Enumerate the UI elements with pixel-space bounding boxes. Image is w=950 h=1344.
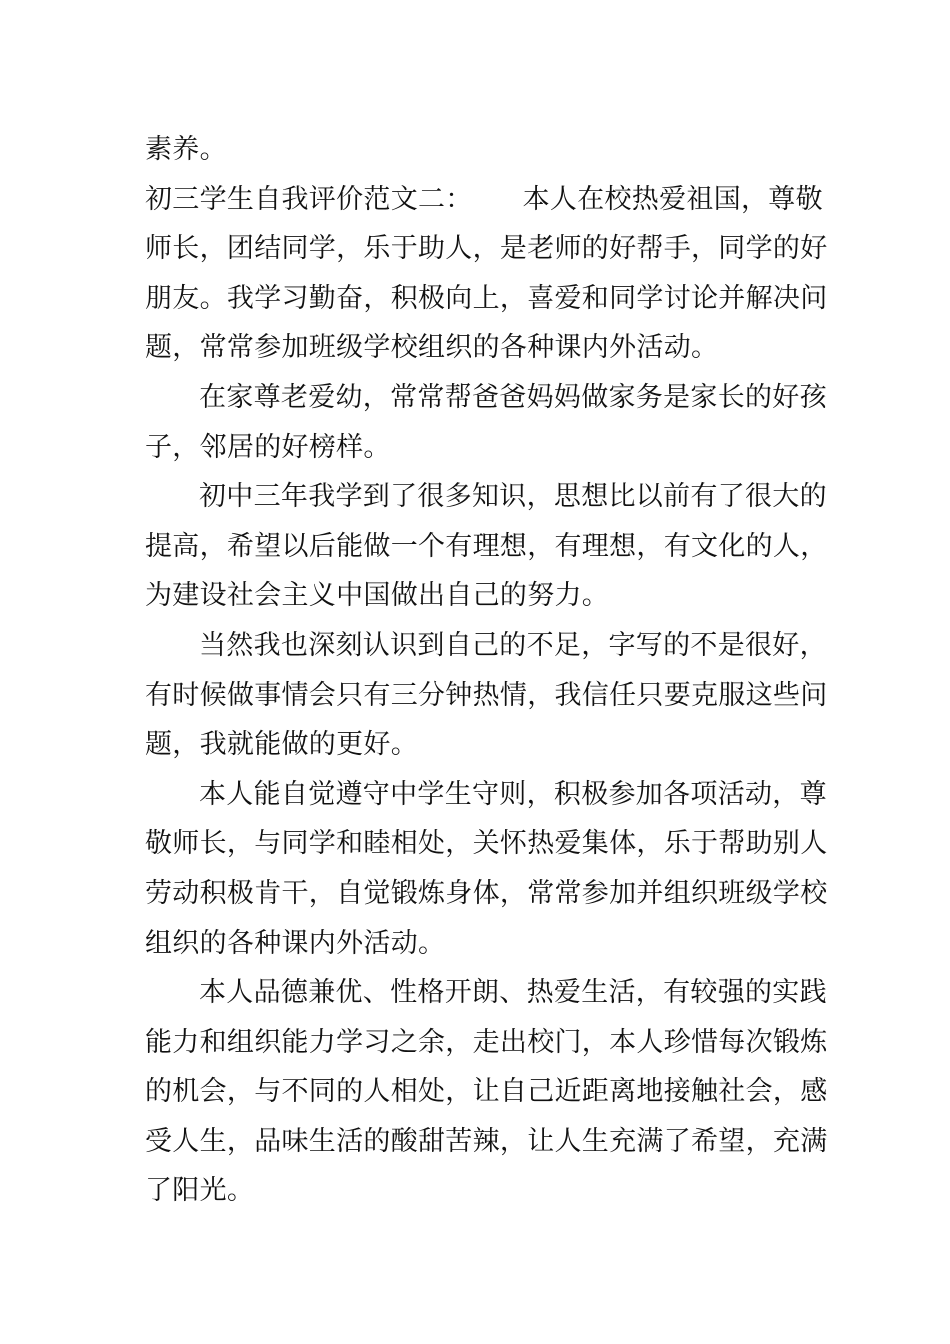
paragraph-first-line: 本人能自觉遵守中学生守则，积极参加各项活动，尊 <box>199 778 827 810</box>
text-line: 劳动积极肯干，自觉锻炼身体，常常参加并组织班级学校 <box>145 877 828 909</box>
section-heading-line <box>145 175 823 225</box>
text-line: 组织的各种课内外活动。 <box>145 927 446 959</box>
text-line: 了阳光。 <box>145 1175 255 1207</box>
paragraph-first-line: 本人品德兼优、性格开朗、热爱生活，有较强的实践 <box>199 977 827 1009</box>
text-line: 题，我就能做的更好。 <box>145 729 418 761</box>
text-line: 提高，希望以后能做一个有理想，有理想，有文化的人， <box>145 530 828 562</box>
text-line: 素养。 <box>145 134 227 165</box>
text-line: 本人在校热爱祖国，尊敬 <box>522 183 823 215</box>
text-line: 为建设社会主义中国做出自己的努力。 <box>145 580 610 612</box>
text-line: 有时候做事情会只有三分钟热情，我信任只要克服这些问 <box>145 679 828 711</box>
document-body <box>145 125 828 1216</box>
text-line: 能力和组织能力学习之余，走出校门，本人珍惜每次锻炼 <box>145 1026 828 1058</box>
paragraph-first-line: 当然我也深刻认识到自己的不足，字写的不是很好， <box>199 629 827 661</box>
text-line: 的机会，与不同的人相处，让自己近距离地接触社会，感 <box>145 1076 828 1108</box>
text-line: 师长，团结同学，乐于助人，是老师的好帮手，同学的好 <box>145 233 828 265</box>
text-line: 子，邻居的好榜样。 <box>145 431 391 463</box>
paragraph-first-line: 初中三年我学到了很多知识，思想比以前有了很大的 <box>199 481 827 513</box>
text-line: 题，常常参加班级学校组织的各种课内外活动。 <box>145 332 719 364</box>
text-line: 受人生，品味生活的酸甜苦辣，让人生充满了希望，充满 <box>145 1125 828 1157</box>
paragraph-first-line: 在家尊老爱幼，常常帮爸爸妈妈做家务是家长的好孩 <box>199 381 827 413</box>
text-line: 朋友。我学习勤奋，积极向上，喜爱和同学讨论并解决问 <box>145 282 828 314</box>
section-heading: 初三学生自我评价范文二： <box>145 183 473 215</box>
text-line: 敬师长，与同学和睦相处，关怀热爱集体，乐于帮助别人 <box>145 828 828 860</box>
